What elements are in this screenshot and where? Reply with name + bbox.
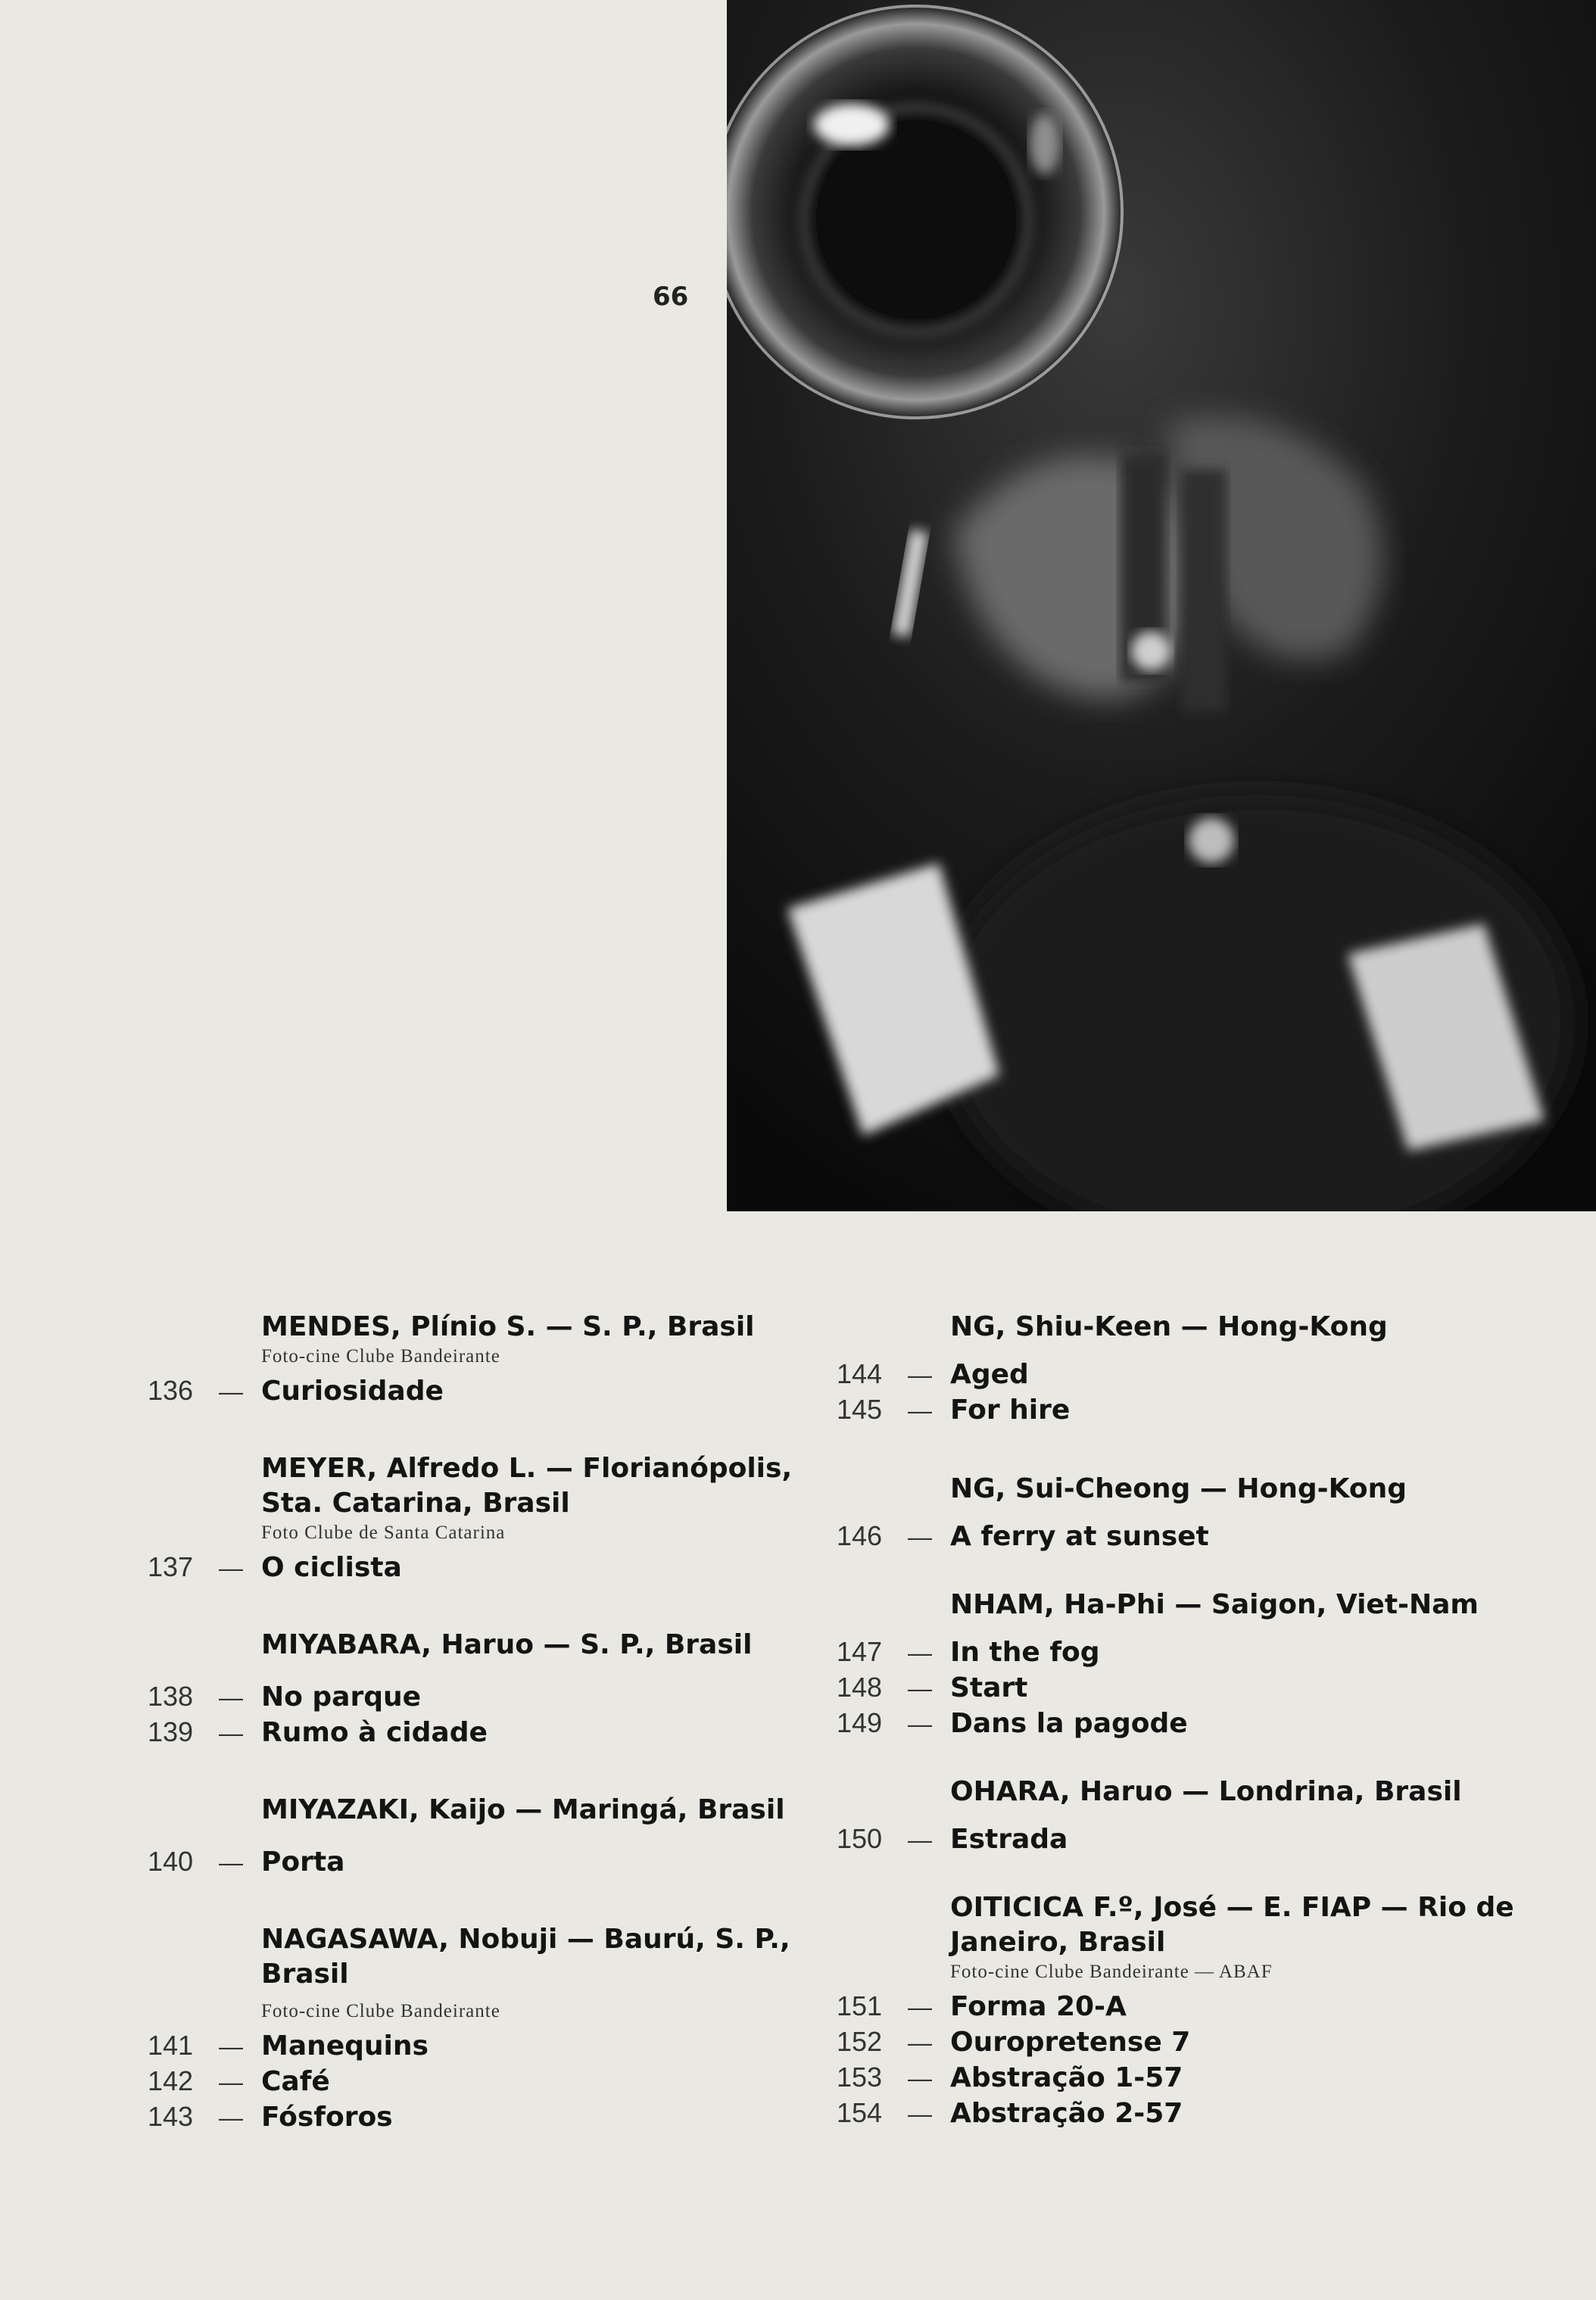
work-item [837, 1392, 1533, 1428]
entry-nham [837, 1588, 1533, 1741]
work-title: Estrada [950, 1824, 1068, 1855]
artist-name: MIYABARA, Haruo — S. P., Brasil [261, 1629, 753, 1660]
work-item [837, 1706, 1533, 1741]
entry-nagasawa [148, 1922, 821, 2135]
work-title: Start [950, 1672, 1028, 1703]
trumpet-player-photo-icon [727, 0, 1596, 1211]
dash: — [219, 2033, 243, 2060]
work-number: 138 [148, 1681, 194, 1712]
work-item [837, 1822, 1533, 1857]
dash: — [219, 1684, 243, 1711]
work-number: 140 [148, 1846, 194, 1877]
work-item [148, 2028, 821, 2064]
dash: — [908, 2100, 932, 2127]
work-item [837, 2024, 1533, 2060]
work-item [837, 2096, 1533, 2131]
work-number: 139 [148, 1716, 194, 1747]
artist-name: NG, Sui-Cheong — Hong-Kong [950, 1473, 1407, 1504]
work-item [837, 1989, 1533, 2024]
work-number: 151 [837, 1990, 883, 2021]
work-number: 145 [837, 1394, 883, 1425]
entry-mendes [148, 1310, 821, 1409]
entry-meyer [148, 1451, 821, 1585]
artist-name: NHAM, Ha-Phi — Saigon, Viet-Nam [950, 1589, 1479, 1620]
dash: — [908, 1639, 932, 1666]
work-title: Ouropretense 7 [950, 2027, 1191, 2058]
entry-ng-shiu-keen [837, 1310, 1533, 1428]
dash: — [908, 1993, 932, 2021]
page-number: 66 [653, 282, 689, 312]
work-number: 152 [837, 2026, 883, 2057]
left-column [148, 1310, 821, 2165]
entry-ohara [837, 1775, 1533, 1857]
club-name: Foto Clube de Santa Catarina [261, 1522, 506, 1543]
right-column [837, 1310, 1533, 2161]
work-number: 150 [837, 1823, 883, 1854]
work-title: Porta [261, 1847, 345, 1878]
work-title: No parque [261, 1681, 422, 1713]
club-name: Foto-cine Clube Bandeirante [261, 1346, 500, 1367]
artist-name: MEYER, Alfredo L. — Florianópolis, Sta. Catarina, Brasil [261, 1453, 793, 1519]
artist-name: MIYAZAKI, Kaijo — Maringá, Brasil [261, 1794, 785, 1825]
entry-ng-sui-cheong [837, 1472, 1533, 1554]
work-title: Aged [950, 1359, 1029, 1390]
work-title: Abstração 2-57 [950, 2098, 1183, 2129]
work-title: Abstração 1-57 [950, 2062, 1183, 2093]
work-number: 136 [148, 1375, 194, 1406]
work-item [148, 2064, 821, 2099]
work-item [837, 1519, 1533, 1554]
entry-miyabara [148, 1628, 821, 1750]
work-item [148, 1715, 821, 1750]
dash: — [908, 1523, 932, 1550]
work-item [148, 1373, 821, 1409]
work-number: 153 [837, 2062, 883, 2093]
dash: — [908, 1397, 932, 1424]
dash: — [908, 1675, 932, 1702]
work-item [148, 1679, 821, 1715]
work-item [148, 1550, 821, 1585]
artist-name: OHARA, Haruo — Londrina, Brasil [950, 1776, 1462, 1807]
trumpet-player-photo [727, 0, 1596, 1211]
artist-name: NG, Shiu-Keen — Hong-Kong [950, 1311, 1388, 1342]
artist-name: NAGASAWA, Nobuji — Baurú, S. P., Brasil [261, 1924, 790, 1990]
dash: — [219, 1719, 243, 1747]
dash: — [219, 2104, 243, 2131]
entry-miyazaki [148, 1793, 821, 1880]
work-number: 143 [148, 2101, 194, 2132]
dash: — [908, 2029, 932, 2056]
work-item [148, 2099, 821, 2135]
work-number: 137 [148, 1551, 194, 1582]
work-number: 149 [837, 1707, 883, 1738]
work-title: Forma 20-A [950, 1991, 1127, 2022]
dash: — [219, 2068, 243, 2096]
work-title: In the fog [950, 1637, 1100, 1668]
work-title: Fósforos [261, 2102, 393, 2133]
dash: — [219, 1378, 243, 1405]
dash: — [908, 1710, 932, 1737]
work-title: O ciclista [261, 1552, 402, 1583]
work-title: A ferry at sunset [950, 1521, 1209, 1552]
work-title: Rumo à cidade [261, 1717, 488, 1748]
work-item [837, 1670, 1533, 1706]
dash: — [908, 2065, 932, 2092]
work-title: Café [261, 2066, 330, 2097]
work-title: For hire [950, 1395, 1071, 1426]
work-item [837, 1357, 1533, 1392]
club-name: Foto-cine Clube Bandeirante — ABAF [950, 1962, 1273, 1982]
work-number: 146 [837, 1520, 883, 1551]
club-name: Foto-cine Clube Bandeirante [261, 2001, 500, 2021]
dash: — [219, 1849, 243, 1876]
work-item [837, 1635, 1533, 1670]
work-title: Dans la pagode [950, 1708, 1188, 1739]
artist-name: OITICICA F.º, José — E. FIAP — Rio de Janeiro, Brasil [950, 1892, 1514, 1958]
work-item [837, 2060, 1533, 2096]
dash: — [908, 1361, 932, 1388]
work-number: 144 [837, 1358, 883, 1389]
artist-name: MENDES, Plínio S. — S. P., Brasil [261, 1311, 755, 1342]
work-item [148, 1844, 821, 1880]
work-title: Curiosidade [261, 1376, 444, 1407]
dash: — [908, 1826, 932, 1853]
dash: — [219, 1554, 243, 1582]
work-number: 148 [837, 1672, 883, 1703]
work-number: 154 [837, 2097, 883, 2128]
entry-oiticica [837, 1890, 1533, 2131]
work-title: Manequins [261, 2030, 429, 2062]
work-number: 147 [837, 1636, 883, 1667]
work-number: 141 [148, 2030, 194, 2061]
work-number: 142 [148, 2065, 194, 2096]
